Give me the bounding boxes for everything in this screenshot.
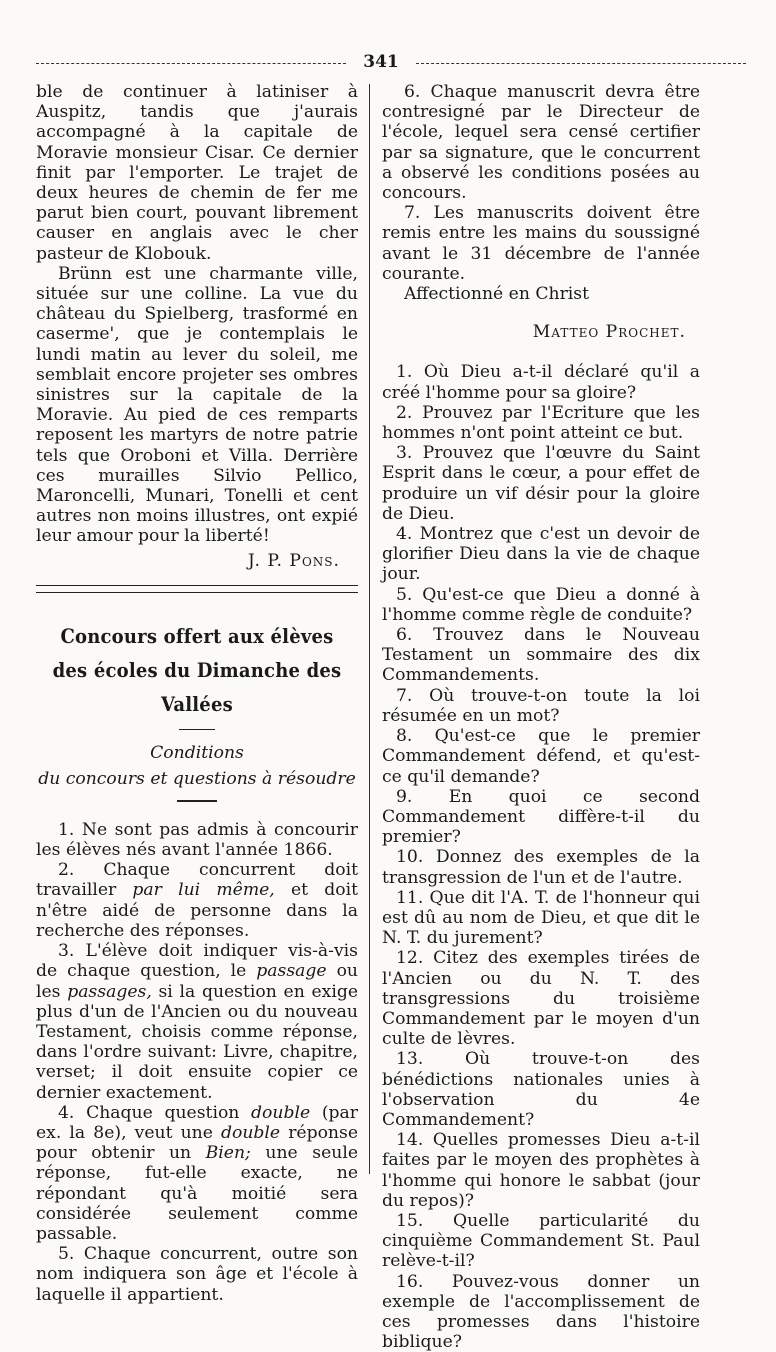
page-header xyxy=(36,52,746,76)
question-item: 1. Où Dieu a-t-il déclaré qu'il a créé l'homme pour sa gloire? xyxy=(382,362,700,403)
rule-item: 6. Chaque manuscrit devra être contresigné par le Directeur de l'école, lequel sera censé certifier par sa signature, que le concurrent a observé les conditions posées au concours. xyxy=(382,82,700,204)
question-item: 13. Où trouve-t-on des bénédictions nationales unies à l'observation du 4e Commandement? xyxy=(382,1049,700,1130)
author-signature: Matteo Prochet. xyxy=(532,322,686,343)
question-item: 7. Où trouve-t-on toute la loi résumée en un mot? xyxy=(382,685,700,726)
header-rule-left xyxy=(36,63,346,64)
header-rule-right xyxy=(416,63,746,64)
column-divider xyxy=(369,84,370,1174)
rule-item: 2. Chaque concurrent doit travailler par lui même, et doit n'être aidé de personne dans la recherche des réponses. xyxy=(36,860,359,941)
article-heading: Concours offert aux élèves xyxy=(60,623,334,648)
question-item: 12. Citez des exemples tirées de l'Ancien ou du N. T. des transgressions du troisième Commandement par le moyen d'un culte de lèvres. xyxy=(382,948,700,1050)
question-item: 11. Que dit l'A. T. de l'honneur qui est dû au nom de Dieu, et que dit le N. T. du jurement? xyxy=(382,887,700,949)
question-item: 4. Montrez que c'est un devoir de glorifier Dieu dans la vie de chaque jour. xyxy=(382,524,700,585)
heading-dash xyxy=(179,729,215,730)
question-item: 5. Qu'est-ce que Dieu a donné à l'homme comme règle de conduite? xyxy=(382,584,700,625)
rule-item: 1. Ne sont pas admis à concourir les élèves nés avant l'année 1866. xyxy=(36,819,358,861)
section-separator xyxy=(36,585,358,593)
author-signature: J. P. Pons. xyxy=(247,550,340,571)
rule-item: 7. Les manuscrits doivent être remis entre les mains du soussigné avant le 31 décembre de l'année courante. xyxy=(382,203,700,284)
question-item: 8. Qu'est-ce que le premier Commandement défend, et qu'est-ce qu'il demande? xyxy=(382,726,700,787)
rule-item: 3. L'élève doit indiquer vis-à-vis de chaque question, le passage ou les passages, si la question en exige plus d'un de l'Ancien ou du nouveau Testament, choisis comme réponse, dans l'ordre suivant: Livre, chapitre, verset; il doit ensuite copier ce dernier exactement. xyxy=(36,941,358,1103)
question-item: 15. Quelle particularité du cinquième Commandement St. Paul relève-t-il? xyxy=(382,1210,700,1272)
right-column xyxy=(382,82,700,1352)
question-item: 9. En quoi ce second Commandement diffère-t-il du premier? xyxy=(382,786,700,848)
page-number: 341 xyxy=(363,52,399,72)
rule-item: 4. Chaque question double (par ex. la 8e), veut une double réponse pour obtenir un Bien; une seule réponse, fut-elle exacte, ne répondant qu'à moitié sera considérée seulement comme passable. xyxy=(36,1102,358,1244)
article-heading: des écoles du Dimanche des Vallées xyxy=(52,657,342,716)
closing-line: Affectionné en Christ xyxy=(404,284,590,305)
question-item: 14. Quelles promesses Dieu a-t-il faites par le moyen des prophètes à l'homme qui honore le sabbat (jour du repos)? xyxy=(382,1130,700,1211)
question-item: 3. Prouvez que l'œuvre du Saint Esprit dans le cœur, a pour effet de produire un vif désir pour la gloire de Dieu. xyxy=(382,443,700,524)
conditions-subheading: du concours et questions à résoudre xyxy=(38,768,356,789)
question-list xyxy=(382,362,700,1352)
ornament-rule xyxy=(177,800,217,802)
question-item: 6. Trouvez dans le Nouveau Testament un sommaire des dix Commandements. xyxy=(382,625,700,686)
intro-paragraph: ble de continuer à latiniser à Auspitz, tandis que j'aurais accompagné à la capitale de Moravie monsieur Cisar. Ce dernier finit par l'emporter. Le trajet de deux heures de chemin de fer me parut bien court, pouvant librement causer en anglais avec le cher pasteur de Klobouk. xyxy=(36,82,358,264)
conditions-subheading: Conditions xyxy=(150,742,244,763)
question-item: 10. Donnez des exemples de la transgression de l'un et de l'autre. xyxy=(382,847,700,888)
question-item: 16. Pouvez-vous donner un exemple de l'accomplissement de ces promesses dans l'histoire biblique? xyxy=(382,1271,700,1352)
intro-paragraph: Brünn est une charmante ville, située sur une colline. La vue du château du Spielberg, trasformé en caserme', que je contemplais le lundi matin au lever du soleil, me semblait encore projeter ses ombres sinistres sur la capitale de la Moravie. Au pied de ces remparts reposent les martyrs de notre patrie tels que Oroboni et Villa. Derrière ces murailles Silvio Pellico, Maroncelli, Munari, Tonelli et cent autres non moins illustres, ont expié leur amour pour la liberté! xyxy=(36,263,358,547)
question-item: 2. Prouvez par l'Ecriture que les hommes n'ont point atteint ce but. xyxy=(382,402,700,444)
rule-item: 5. Chaque concurrent, outre son nom indiquera son âge et l'école à laquelle il appartient. xyxy=(36,1244,358,1305)
left-column xyxy=(36,82,358,1305)
